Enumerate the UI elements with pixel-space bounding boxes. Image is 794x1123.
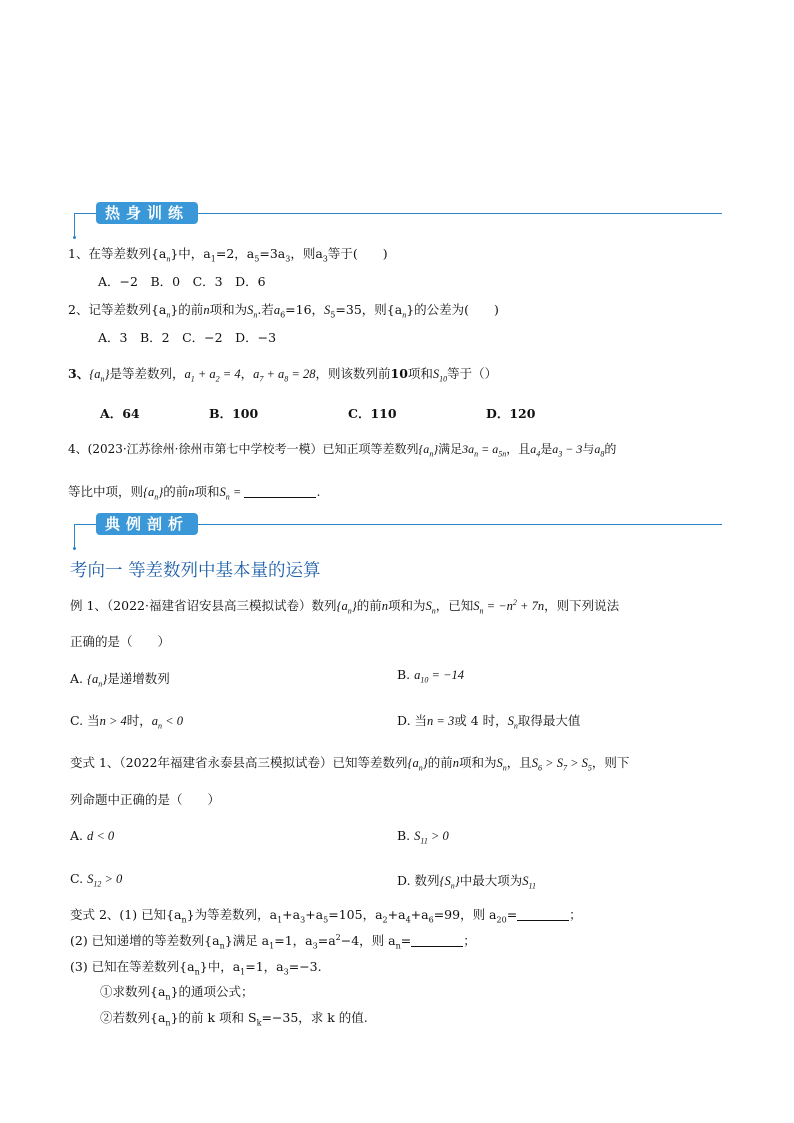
example-1-option-b: B. $a_{10} = -14$	[397, 667, 465, 685]
answer-blank[interactable]	[244, 485, 316, 498]
question-3-option-c: C．110	[348, 406, 397, 421]
variant-1-option-c: C. $S_{12} > 0$	[70, 871, 123, 889]
variant-1-option-b: B. $S_{11} > 0$	[397, 828, 449, 846]
topic-heading: 考向一 等差数列中基本量的运算	[70, 561, 321, 581]
example-1-option-a: A. $\{a_n\}$是递增数列	[70, 671, 170, 689]
variant-1-option-a: A. d < 0	[70, 828, 115, 843]
question-2: 2、记等差数列$\{a_n\}$的前n项和为$S_n$.若$a_6=16$，$S_5=35$，则$\{a_n\}$的公差为( )	[68, 302, 499, 320]
answer-blank[interactable]	[411, 934, 463, 947]
question-3-option-a: A．64	[100, 406, 140, 421]
variant-2-part-3-sub-2: ②若数列$\{a_n\}$的前 k 项和 $S_k=-35$，求 k 的值.	[100, 1010, 368, 1028]
question-1: 1、在等差数列$\{a_n\}$中，$a_1=2$，$a_5=3a_3$，则$a_3$等于( )	[68, 246, 388, 264]
example-1-option-c: C. 当n > 4时，$a_n < 0$	[70, 713, 183, 731]
question-3-option-d: D．120	[486, 406, 536, 421]
question-4-line2: 等比中项，则$\{a_n\}$的前n项和$S_n$ = .	[68, 484, 321, 502]
variant-1-line1: 变式 1、（2022年福建省永泰县高三模拟试卷）已知等差数列$\{a_n\}$的前n项和为$S_n$，且$S_6 > S_7 > S_5$，则下	[70, 755, 630, 773]
example-1-line1: 例 1、（2022·福建省诏安县高三模拟试卷）数列$\{a_n\}$的前n项和为$S_n$，已知$S_n = -n^2 + 7n$，则下列说法	[70, 597, 620, 616]
section-title-examples: 典例剖析	[96, 513, 198, 535]
question-3-option-b: B．100	[209, 406, 259, 421]
section-dot	[73, 547, 76, 550]
answer-blank[interactable]	[517, 908, 569, 921]
question-2-options: A．3 B．2 C．−2 D．−3	[98, 330, 277, 345]
variant-2-part-1: 变式 2、(1) 已知$\{a_n\}$为等差数列，$a_1+a_3+a_5=105$，$a_2+a_4+a_6=99$，则 $a_{20}=$ ；	[70, 907, 582, 925]
variant-2-part-2: (2) 已知递增的等差数列$\{a_n\}$满足 $a_1=1$，$a_3=a^2-4$，则 $a_n=$ ；	[70, 932, 476, 951]
variant-2-part-3-sub-1: ①求数列$\{a_n\}$的通项公式；	[100, 984, 254, 1002]
section-title-warmup: 热身训练	[96, 202, 198, 224]
question-4-line1: 4、(2023·江苏徐州·徐州市第七中学校考一模）已知正项等差数列$\{a_n\}$满足$3a_n = a_{5n}$，且$a_4$是$a_3 - 3$与$a_8$的	[68, 442, 617, 459]
section-dot	[73, 236, 76, 239]
example-1-line2: 正确的是（ ）	[70, 634, 171, 649]
question-3: 3、$\{a_n\}$是等差数列，$a_1 + a_2 = 4$，$a_7 + a_8 = 28$，则该数列前10项和$S_{10}$等于（）	[68, 366, 498, 384]
example-1-option-d: D. 当n = 3或 4 时，$S_n$取得最大值	[397, 713, 581, 731]
question-1-options: A．−2 B．0 C．3 D．6	[98, 274, 266, 289]
section-left-bar	[74, 524, 75, 548]
variant-1-line2: 列命题中正确的是（ ）	[70, 792, 221, 807]
section-left-bar	[74, 213, 75, 237]
variant-2-part-3: (3) 已知在等差数列$\{a_n\}$中，$a_1=1$，$a_3=-3$.	[70, 959, 322, 977]
variant-1-option-d: D. 数列$\{S_n\}$中最大项为$S_{11}$	[397, 873, 536, 891]
